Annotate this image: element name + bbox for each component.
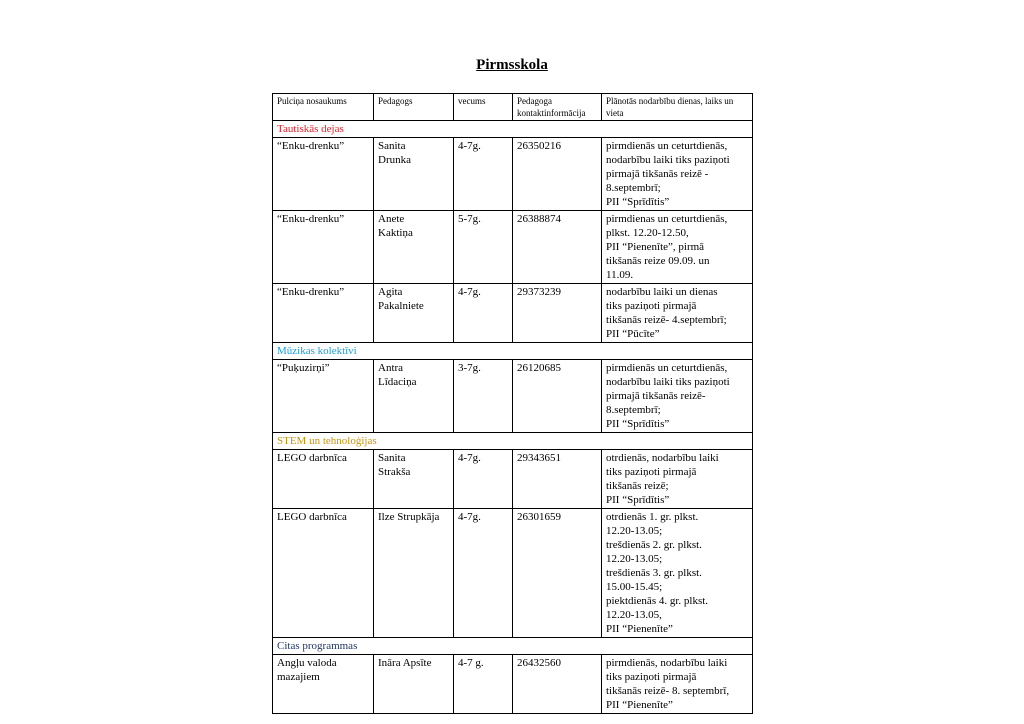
group-name-cell: “Enku-drenku” bbox=[273, 211, 374, 284]
schedule-cell: pirmdienās un ceturtdienās, nodarbību laiki tiks paziņoti pirmajā tikšanās reizē- 8.septembrī; PII “Sprīdītis” bbox=[602, 360, 753, 433]
section-heading: Citas programmas bbox=[273, 638, 753, 655]
group-name-cell: “Enku-drenku” bbox=[273, 138, 374, 211]
header-contact: Pedagoga kontaktinformācija bbox=[513, 94, 602, 121]
section-heading: Mūzikas kolektīvi bbox=[273, 343, 753, 360]
section-row bbox=[273, 343, 753, 360]
schedule-cell: pirmdienās, nodarbību laiki tiks paziņoti pirmajā tikšanās reizē- 8. septembrī, PII “Pienenīte” bbox=[602, 655, 753, 714]
table-row bbox=[273, 450, 753, 509]
teacher-cell: Sanita Strakša bbox=[374, 450, 454, 509]
page-title: Pirmsskola bbox=[476, 57, 548, 73]
header-age: vecums bbox=[454, 94, 513, 121]
teacher-cell: Anete Kaktiņa bbox=[374, 211, 454, 284]
teacher-cell: Antra Līdaciņa bbox=[374, 360, 454, 433]
table-row bbox=[273, 284, 753, 343]
table-row bbox=[273, 360, 753, 433]
schedule-table bbox=[272, 93, 753, 714]
age-cell: 3-7g. bbox=[454, 360, 513, 433]
table-header-row bbox=[273, 94, 753, 121]
section-heading: Tautiskās dejas bbox=[273, 121, 753, 138]
group-name-cell: Angļu valoda mazajiem bbox=[273, 655, 374, 714]
age-cell: 5-7g. bbox=[454, 211, 513, 284]
age-cell: 4-7g. bbox=[454, 450, 513, 509]
header-teacher: Pedagogs bbox=[374, 94, 454, 121]
header-group-name: Pulciņa nosaukums bbox=[273, 94, 374, 121]
schedule-cell: pirmdienas un ceturtdienās, plkst. 12.20-12.50, PII “Pienenīte”, pirmā tikšanās reize 09.09. un 11.09. bbox=[602, 211, 753, 284]
section-row bbox=[273, 638, 753, 655]
table-row bbox=[273, 509, 753, 638]
schedule-cell: nodarbību laiki un dienas tiks paziņoti pirmajā tikšanās reizē- 4.septembrī; PII “Pūcīte” bbox=[602, 284, 753, 343]
schedule-cell: pirmdienās un ceturtdienās, nodarbību laiki tiks paziņoti pirmajā tikšanās reizē - 8.septembrī; PII “Sprīdītis” bbox=[602, 138, 753, 211]
group-name-cell: LEGO darbnīca bbox=[273, 450, 374, 509]
group-name-cell: “Puķuzirņi” bbox=[273, 360, 374, 433]
section-row bbox=[273, 121, 753, 138]
teacher-cell: Agita Pakalniete bbox=[374, 284, 454, 343]
age-cell: 4-7g. bbox=[454, 138, 513, 211]
group-name-cell: “Enku-drenku” bbox=[273, 284, 374, 343]
teacher-cell: Ināra Apsīte bbox=[374, 655, 454, 714]
contact-cell: 29373239 bbox=[513, 284, 602, 343]
age-cell: 4-7g. bbox=[454, 284, 513, 343]
teacher-cell: Sanita Drunka bbox=[374, 138, 454, 211]
header-schedule: Plānotās nodarbību dienas, laiks un vieta bbox=[602, 94, 753, 121]
contact-cell: 26388874 bbox=[513, 211, 602, 284]
schedule-cell: otrdienās 1. gr. plkst. 12.20-13.05; trešdienās 2. gr. plkst. 12.20-13.05; trešdienās 3. gr. plkst. 15.00-15.45; piektdienās 4. gr. plkst. 12.20-13.05, PII “Pienenīte” bbox=[602, 509, 753, 638]
schedule-cell: otrdienās, nodarbību laiki tiks paziņoti pirmajā tikšanās reizē; PII “Sprīdītis” bbox=[602, 450, 753, 509]
group-name-cell: LEGO darbnīca bbox=[273, 509, 374, 638]
section-heading: STEM un tehnoloģijas bbox=[273, 433, 753, 450]
age-cell: 4-7g. bbox=[454, 509, 513, 638]
contact-cell: 26301659 bbox=[513, 509, 602, 638]
contact-cell: 26432560 bbox=[513, 655, 602, 714]
table-body bbox=[273, 121, 753, 714]
contact-cell: 29343651 bbox=[513, 450, 602, 509]
teacher-cell: Ilze Strupkāja bbox=[374, 509, 454, 638]
contact-cell: 26120685 bbox=[513, 360, 602, 433]
section-row bbox=[273, 433, 753, 450]
table-row bbox=[273, 211, 753, 284]
contact-cell: 26350216 bbox=[513, 138, 602, 211]
table-row bbox=[273, 138, 753, 211]
table-row bbox=[273, 655, 753, 714]
age-cell: 4-7 g. bbox=[454, 655, 513, 714]
